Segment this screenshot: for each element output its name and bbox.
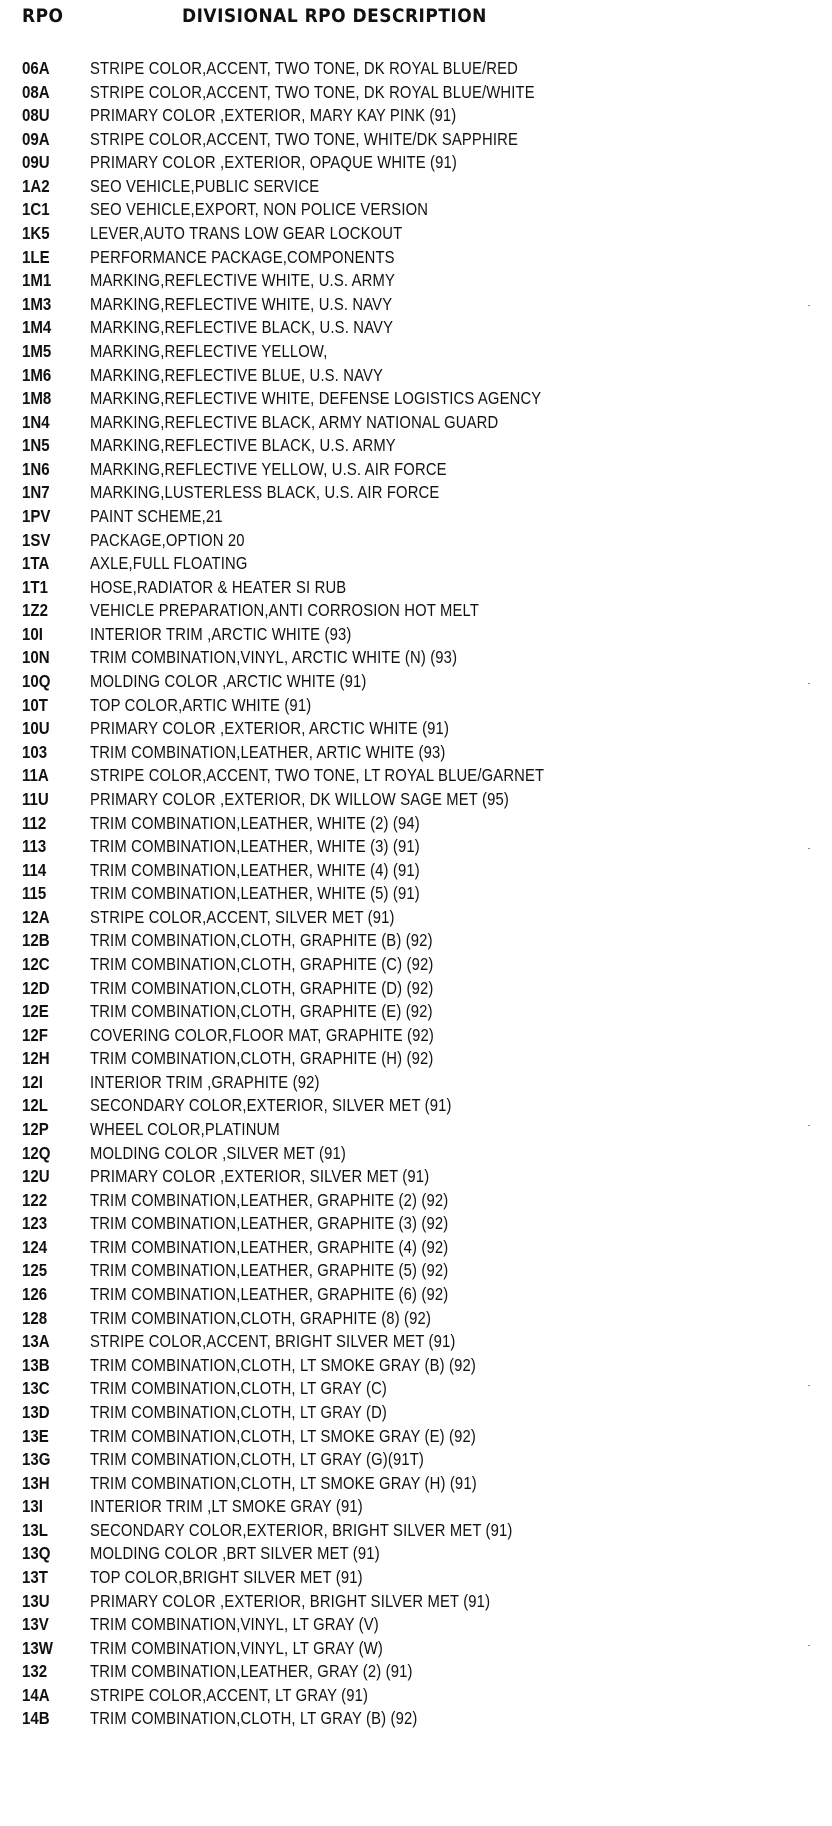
rpo-code: 1K5 <box>22 223 50 244</box>
rpo-row <box>0 1024 832 1048</box>
rpo-description: MOLDING COLOR ,SILVER MET (91) <box>90 1142 346 1163</box>
rpo-row <box>0 1590 832 1614</box>
rpo-description: TRIM COMBINATION,CLOTH, LT GRAY (D) <box>90 1401 388 1422</box>
scan-speck <box>808 305 810 306</box>
rpo-code: 13H <box>22 1472 50 1493</box>
rpo-description: PACKAGE,OPTION 20 <box>90 529 245 550</box>
rpo-description: SECONDARY COLOR,EXTERIOR, BRIGHT SILVER MET (91) <box>90 1519 513 1540</box>
rpo-code: 14A <box>22 1684 50 1705</box>
rpo-code: 115 <box>22 883 47 904</box>
rpo-code: 1M3 <box>22 293 52 314</box>
rpo-description: SECONDARY COLOR,EXTERIOR, SILVER MET (91) <box>90 1095 452 1116</box>
scan-speck <box>808 1385 810 1386</box>
rpo-code: 13B <box>22 1354 50 1375</box>
rpo-description: PERFORMANCE PACKAGE,COMPONENTS <box>90 246 395 267</box>
rpo-row <box>0 246 832 270</box>
rpo-code: 10Q <box>22 671 51 692</box>
rpo-code: 12Q <box>22 1142 51 1163</box>
description-column-header: DIVISIONAL RPO DESCRIPTION <box>182 6 487 28</box>
rpo-row <box>0 364 832 388</box>
rpo-row <box>0 788 832 812</box>
rpo-code: 13V <box>22 1614 49 1635</box>
rpo-code: 13U <box>22 1590 50 1611</box>
rpo-description: TRIM COMBINATION,LEATHER, GRAPHITE (6) (92) <box>90 1284 449 1305</box>
rpo-code: 124 <box>22 1236 48 1257</box>
rpo-row <box>0 316 832 340</box>
rpo-description: MARKING,REFLECTIVE BLUE, U.S. NAVY <box>90 364 384 385</box>
rpo-description: INTERIOR TRIM ,ARCTIC WHITE (93) <box>90 623 352 644</box>
rpo-code: 1M6 <box>22 364 52 385</box>
rpo-row <box>0 128 832 152</box>
rpo-description: PRIMARY COLOR ,EXTERIOR, ARCTIC WHITE (91) <box>90 718 450 739</box>
rpo-description: TRIM COMBINATION,LEATHER, GRAPHITE (2) (92) <box>90 1189 449 1210</box>
rpo-row <box>0 835 832 859</box>
rpo-code: 13A <box>22 1331 50 1352</box>
rpo-description: TRIM COMBINATION,LEATHER, WHITE (5) (91) <box>90 883 420 904</box>
rpo-code: 12U <box>22 1166 50 1187</box>
rpo-code: 1M1 <box>22 270 52 291</box>
rpo-description: MOLDING COLOR ,ARCTIC WHITE (91) <box>90 671 367 692</box>
rpo-description: MOLDING COLOR ,BRT SILVER MET (91) <box>90 1543 380 1564</box>
rpo-description: INTERIOR TRIM ,LT SMOKE GRAY (91) <box>90 1496 363 1517</box>
rpo-description: PAINT SCHEME,21 <box>90 505 223 526</box>
rpo-code: 1M4 <box>22 317 52 338</box>
rpo-description: TRIM COMBINATION,LEATHER, ARTIC WHITE (93) <box>90 741 446 762</box>
rpo-description: TRIM COMBINATION,LEATHER, GRAPHITE (5) (92) <box>90 1260 449 1281</box>
rpo-row <box>0 1307 832 1331</box>
rpo-code: 12F <box>22 1024 48 1045</box>
rpo-description: MARKING,REFLECTIVE BLACK, U.S. ARMY <box>90 435 396 456</box>
rpo-code: 13L <box>22 1519 48 1540</box>
rpo-code: 1T1 <box>22 576 48 597</box>
rpo-row <box>0 104 832 128</box>
rpo-description: MARKING,REFLECTIVE WHITE, U.S. ARMY <box>90 270 395 291</box>
rpo-description: WHEEL COLOR,PLATINUM <box>90 1119 280 1140</box>
rpo-description: TRIM COMBINATION,LEATHER, WHITE (4) (91) <box>90 859 420 880</box>
rpo-description: MARKING,REFLECTIVE BLACK, ARMY NATIONAL GUARD <box>90 411 499 432</box>
rpo-row <box>0 1613 832 1637</box>
rpo-description: TOP COLOR,ARTIC WHITE (91) <box>90 694 312 715</box>
rpo-code: 13W <box>22 1637 53 1658</box>
rpo-row <box>0 1071 832 1095</box>
scan-speck <box>808 683 810 684</box>
rpo-code: 122 <box>22 1189 48 1210</box>
rpo-row <box>0 623 832 647</box>
rpo-row <box>0 198 832 222</box>
rpo-row <box>0 1519 832 1543</box>
rpo-row <box>0 269 832 293</box>
rpo-code: 12H <box>22 1048 50 1069</box>
rpo-code: 12C <box>22 953 50 974</box>
rpo-code: 1M5 <box>22 340 52 361</box>
rpo-description: MARKING,REFLECTIVE YELLOW, U.S. AIR FORCE <box>90 458 447 479</box>
rpo-row <box>0 1330 832 1354</box>
rpo-code: 10I <box>22 623 43 644</box>
rpo-row <box>0 552 832 576</box>
rpo-row <box>0 1401 832 1425</box>
rpo-row <box>0 929 832 953</box>
rpo-description: HOSE,RADIATOR & HEATER SI RUB <box>90 576 347 597</box>
rpo-code: 10U <box>22 718 50 739</box>
rpo-code: 1M8 <box>22 388 52 409</box>
rpo-code: 1N4 <box>22 411 50 432</box>
rpo-code: 09A <box>22 128 50 149</box>
rpo-row <box>0 1637 832 1661</box>
rpo-description: STRIPE COLOR,ACCENT, LT GRAY (91) <box>90 1684 369 1705</box>
rpo-row <box>0 1165 832 1189</box>
rpo-code: 126 <box>22 1284 48 1305</box>
rpo-code: 1SV <box>22 529 51 550</box>
rpo-description: TRIM COMBINATION,CLOTH, GRAPHITE (C) (92) <box>90 953 434 974</box>
rpo-description: SEO VEHICLE,EXPORT, NON POLICE VERSION <box>90 199 429 220</box>
rpo-code: 114 <box>22 859 47 880</box>
rpo-row <box>0 1236 832 1260</box>
rpo-description: TRIM COMBINATION,CLOTH, GRAPHITE (D) (92) <box>90 977 434 998</box>
rpo-description: STRIPE COLOR,ACCENT, TWO TONE, WHITE/DK SAPPHIRE <box>90 128 518 149</box>
rpo-code: 113 <box>22 836 47 857</box>
rpo-description: TRIM COMBINATION,CLOTH, LT GRAY (G)(91T) <box>90 1449 425 1470</box>
rpo-code: 09U <box>22 152 50 173</box>
rpo-row <box>0 458 832 482</box>
rpo-row <box>0 1142 832 1166</box>
rpo-code: 13T <box>22 1567 48 1587</box>
rpo-description: PRIMARY COLOR ,EXTERIOR, OPAQUE WHITE (91) <box>90 152 457 173</box>
rpo-description: TRIM COMBINATION,CLOTH, LT SMOKE GRAY (H) (91) <box>90 1472 477 1493</box>
rpo-code: 13C <box>22 1378 50 1399</box>
rpo-row <box>0 1212 832 1236</box>
scan-speck <box>808 1645 810 1646</box>
rpo-description: TRIM COMBINATION,VINYL, ARCTIC WHITE (N) (93) <box>90 647 458 668</box>
rpo-row <box>0 1472 832 1496</box>
scan-speck <box>808 1125 810 1126</box>
rpo-code: 132 <box>22 1661 48 1682</box>
scan-speck <box>808 848 810 849</box>
rpo-description: MARKING,REFLECTIVE WHITE, DEFENSE LOGISTICS AGENCY <box>90 388 542 409</box>
rpo-code: 11A <box>22 765 49 786</box>
rpo-row <box>0 1660 832 1684</box>
rpo-code: 123 <box>22 1213 48 1234</box>
rpo-code: 13I <box>22 1496 43 1517</box>
rpo-description: PRIMARY COLOR ,EXTERIOR, BRIGHT SILVER MET (91) <box>90 1590 491 1611</box>
rpo-row <box>0 175 832 199</box>
rpo-code: 1PV <box>22 505 51 526</box>
rpo-description: TRIM COMBINATION,CLOTH, LT SMOKE GRAY (B) (92) <box>90 1354 476 1375</box>
rpo-code: 08U <box>22 105 50 126</box>
rpo-row <box>0 717 832 741</box>
rpo-row <box>0 906 832 930</box>
rpo-description: TRIM COMBINATION,LEATHER, GRAY (2) (91) <box>90 1661 413 1682</box>
rpo-row <box>0 1566 832 1590</box>
rpo-row <box>0 222 832 246</box>
rpo-row <box>0 387 832 411</box>
rpo-code: 1LE <box>22 246 50 267</box>
rpo-row <box>0 764 832 788</box>
rpo-code: 1TA <box>22 553 50 574</box>
rpo-code: 12A <box>22 906 50 927</box>
rpo-code: 112 <box>22 812 47 833</box>
rpo-code: 12P <box>22 1119 49 1140</box>
rpo-description: TRIM COMBINATION,VINYL, LT GRAY (W) <box>90 1637 383 1658</box>
rpo-description: TRIM COMBINATION,LEATHER, GRAPHITE (3) (92) <box>90 1213 449 1234</box>
rpo-code: 12L <box>22 1095 48 1116</box>
rpo-description: SEO VEHICLE,PUBLIC SERVICE <box>90 175 320 196</box>
rpo-row <box>0 1259 832 1283</box>
rpo-row <box>0 576 832 600</box>
rpo-description: PRIMARY COLOR ,EXTERIOR, SILVER MET (91) <box>90 1166 430 1187</box>
rpo-code: 128 <box>22 1307 48 1328</box>
rpo-row <box>0 1707 832 1731</box>
rpo-row <box>0 434 832 458</box>
rpo-description: TRIM COMBINATION,CLOTH, GRAPHITE (H) (92) <box>90 1048 434 1069</box>
rpo-row <box>0 670 832 694</box>
rpo-row <box>0 57 832 81</box>
rpo-row <box>0 1542 832 1566</box>
rpo-description: STRIPE COLOR,ACCENT, TWO TONE, LT ROYAL BLUE/GARNET <box>90 765 545 786</box>
rpo-code: 13E <box>22 1425 49 1446</box>
rpo-description: STRIPE COLOR,ACCENT, TWO TONE, DK ROYAL BLUE/WHITE <box>90 81 535 102</box>
rpo-description: VEHICLE PREPARATION,ANTI CORROSION HOT MELT <box>90 600 480 621</box>
rpo-code: 10T <box>22 694 48 715</box>
rpo-code: 12B <box>22 930 50 951</box>
rpo-code: 08A <box>22 81 50 102</box>
rpo-row <box>0 812 832 836</box>
rpo-description: TRIM COMBINATION,CLOTH, GRAPHITE (E) (92) <box>90 1001 433 1022</box>
rpo-description: MARKING,REFLECTIVE BLACK, U.S. NAVY <box>90 317 394 338</box>
rpo-description: COVERING COLOR,FLOOR MAT, GRAPHITE (92) <box>90 1024 435 1045</box>
rpo-row <box>0 293 832 317</box>
rpo-code: 11U <box>22 788 49 809</box>
rpo-row <box>0 1189 832 1213</box>
rpo-code: 125 <box>22 1260 48 1281</box>
rpo-row <box>0 953 832 977</box>
rpo-description: TRIM COMBINATION,CLOTH, LT GRAY (C) <box>90 1378 388 1399</box>
rpo-description: TRIM COMBINATION,CLOTH, LT GRAY (B) (92) <box>90 1708 418 1729</box>
rpo-row <box>0 151 832 175</box>
rpo-code: 13G <box>22 1449 51 1470</box>
rpo-row <box>0 1377 832 1401</box>
rpo-row <box>0 481 832 505</box>
rpo-description: STRIPE COLOR,ACCENT, SILVER MET (91) <box>90 906 395 927</box>
rpo-description: PRIMARY COLOR ,EXTERIOR, DK WILLOW SAGE MET (95) <box>90 788 509 809</box>
rpo-code: 1Z2 <box>22 600 48 621</box>
rpo-description: TRIM COMBINATION,LEATHER, GRAPHITE (4) (92) <box>90 1236 449 1257</box>
rpo-description: TRIM COMBINATION,LEATHER, WHITE (2) (94) <box>90 812 420 833</box>
rpo-description: TRIM COMBINATION,CLOTH, GRAPHITE (B) (92) <box>90 930 433 951</box>
rpo-code: 12D <box>22 977 50 998</box>
rpo-description: STRIPE COLOR,ACCENT, TWO TONE, DK ROYAL BLUE/RED <box>90 58 519 78</box>
rpo-row <box>0 1000 832 1024</box>
rpo-code: 13Q <box>22 1543 51 1564</box>
rpo-column-header: RPO <box>22 6 64 28</box>
rpo-description: MARKING,REFLECTIVE YELLOW, <box>90 340 328 361</box>
rpo-description: TOP COLOR,BRIGHT SILVER MET (91) <box>90 1567 363 1587</box>
rpo-row <box>0 1354 832 1378</box>
rpo-row <box>0 1684 832 1708</box>
rpo-row <box>0 599 832 623</box>
rpo-code: 06A <box>22 58 50 78</box>
rpo-description: STRIPE COLOR,ACCENT, BRIGHT SILVER MET (91) <box>90 1331 456 1352</box>
rpo-code: 1N6 <box>22 458 50 479</box>
rpo-code: 1C1 <box>22 199 50 220</box>
rpo-code: 1N5 <box>22 435 50 456</box>
rpo-row <box>0 340 832 364</box>
rpo-code: 12E <box>22 1001 49 1022</box>
rpo-row <box>0 411 832 435</box>
rpo-row <box>0 1118 832 1142</box>
rpo-row <box>0 1047 832 1071</box>
rpo-row <box>0 1283 832 1307</box>
rpo-description: PRIMARY COLOR ,EXTERIOR, MARY KAY PINK (91) <box>90 105 457 126</box>
rpo-code: 13D <box>22 1401 50 1422</box>
rpo-description: MARKING,LUSTERLESS BLACK, U.S. AIR FORCE <box>90 482 440 503</box>
rpo-row <box>0 741 832 765</box>
rpo-row <box>0 1495 832 1519</box>
rpo-code: 1N7 <box>22 482 50 503</box>
rpo-description: TRIM COMBINATION,CLOTH, GRAPHITE (8) (92) <box>90 1307 432 1328</box>
rpo-row <box>0 859 832 883</box>
rpo-row <box>0 1094 832 1118</box>
rpo-code: 103 <box>22 741 48 762</box>
rpo-description: LEVER,AUTO TRANS LOW GEAR LOCKOUT <box>90 223 403 244</box>
rpo-row <box>0 529 832 553</box>
rpo-row <box>0 882 832 906</box>
rpo-row <box>0 1448 832 1472</box>
rpo-row <box>0 1425 832 1449</box>
rpo-code: 12I <box>22 1071 43 1092</box>
rpo-row <box>0 977 832 1001</box>
rpo-list <box>0 57 832 1731</box>
rpo-code: 1A2 <box>22 175 50 196</box>
rpo-description: INTERIOR TRIM ,GRAPHITE (92) <box>90 1071 320 1092</box>
rpo-row <box>0 505 832 529</box>
rpo-description: TRIM COMBINATION,VINYL, LT GRAY (V) <box>90 1614 379 1635</box>
rpo-row <box>0 694 832 718</box>
rpo-description: TRIM COMBINATION,LEATHER, WHITE (3) (91) <box>90 836 420 857</box>
rpo-row <box>0 646 832 670</box>
rpo-description: TRIM COMBINATION,CLOTH, LT SMOKE GRAY (E) (92) <box>90 1425 476 1446</box>
rpo-description: MARKING,REFLECTIVE WHITE, U.S. NAVY <box>90 293 393 314</box>
rpo-code: 10N <box>22 647 50 668</box>
rpo-code: 14B <box>22 1708 50 1729</box>
rpo-description: AXLE,FULL FLOATING <box>90 553 248 574</box>
rpo-row <box>0 81 832 105</box>
